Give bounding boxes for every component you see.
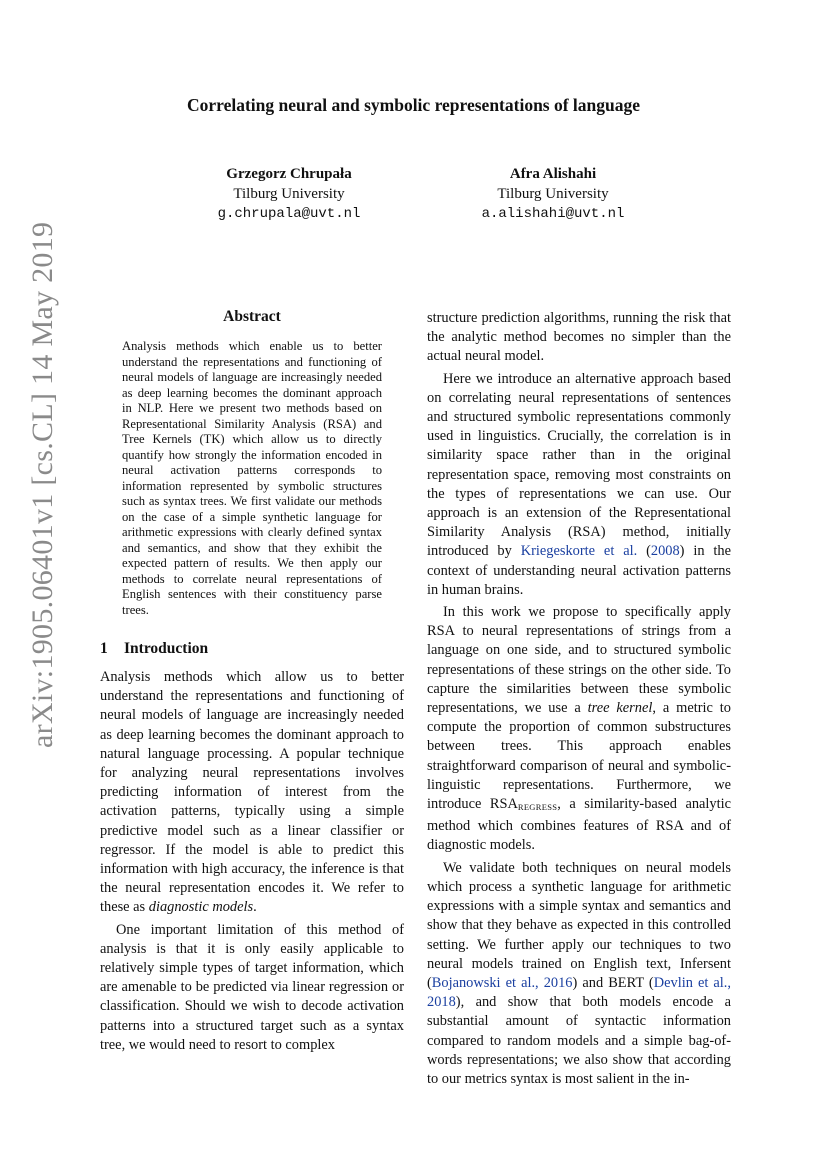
citation-link[interactable]: Bojanowski et al., 2016	[431, 974, 573, 991]
intro-paragraph-2: One important limitation of this method of analysis is that it is only easily applicable to relatively simple types of target information, which are amenable to be predicted via linear regression or classification. Should we wish to decode activation patterns into a structured target such as a syntax tree, we would need to resort to complex	[100, 921, 404, 1053]
abstract-text: Analysis methods which enable us to better understand the representations and functioning of neural models of language are increasingly needed as deep learning becomes the dominant approach in NLP. Here we present two methods based on Representational Similarity Analysis (RSA) and Tree Kernels (TK) which allow us to directly quantify how strongly the information encoded in neural activation patterns corresponds to information represented by symbolic structures such as syntax trees. We first validate our methods on the case of a simple synthetic language for arithmetic expressions with clearly defined syntax and semantics, and show that they exhibit the expected pattern of results. We then apply our methods to correlate neural representations of English sentences with their constituency parse trees.	[122, 339, 382, 617]
paper-title: Correlating neural and symbolic representations of language	[186, 95, 641, 115]
intro-paragraph-5: In this work we propose to specifically apply RSA to neural representations of strings from a language on one side, and to structured symbolic representations of these strings on the other side. To capture the similarities between these symbolic representations, we use a tree kernel, a metric to compute the proportion of common substructures between trees. This approach enables straightforward comparison of neural and symbolic-linguistic representations. Furthermore, we introduce $RSA_{REGRESS}$, a similarity-based analytic method which combines features of RSA and of diagnostic models.	[427, 604, 732, 854]
arxiv-stamp	[26, 221, 66, 750]
section-number: 1	[100, 640, 108, 657]
arxiv-stamp-text: arXiv:1905.06401v1 [cs.CL] 14 May 2019	[26, 221, 59, 748]
author-name: Afra Alishahi	[509, 166, 597, 182]
citation-link[interactable]: Kriegeskorte et al.	[520, 543, 638, 560]
left-column	[100, 308, 404, 1055]
author-affiliation: Tilburg University	[233, 186, 345, 202]
intro-paragraph-3: structure prediction algorithms, running the risk that the analytic method becomes no simpler than the actual neural model.	[427, 310, 731, 365]
emphasis: tree kernel	[587, 700, 653, 717]
author-email: g.chrupala@uvt.nl	[217, 206, 361, 222]
right-column	[427, 309, 731, 1089]
author-block-2	[433, 164, 673, 224]
author-affiliation: Tilburg University	[497, 186, 609, 202]
section-title: Introduction	[124, 640, 209, 657]
citation-link[interactable]: Devlin et al., 2018	[427, 974, 731, 1011]
citation-year-link[interactable]: 2008	[650, 543, 680, 560]
intro-paragraph-6: We validate both techniques on neural models which process a synthetic language for arithmetic expressions with a simple syntax and semantics and show that they behave as expected in this controlled setting. We further apply our techniques to two neural models trained on English text, Infersent (Bojanowski et al., 2016) and BERT (Devlin et al., 2018), and show that both models encode a substantial amount of syntactic information compared to random models and a simple bag-of-words representations; we also show that according to our metrics syntax is most salient in the in-	[427, 859, 731, 1087]
abstract-heading: Abstract	[223, 308, 281, 325]
subscript: REGRESS	[517, 802, 558, 813]
emphasis: diagnostic models	[148, 899, 254, 916]
intro-paragraph-1: Analysis methods which allow us to better understand the representations and functioning of neural models of language are increasingly needed as deep learning becomes the dominant approach to natural language processing. A popular technique for analyzing neural representations involves predicting information of interest from the activation patterns, typically using a simple predictive model such as a linear classifier or regressor. If the model is able to predict this information with high accuracy, the inference is that the neural representation encodes it. We refer to these as diagnostic models.	[100, 669, 404, 916]
author-block-1	[169, 164, 409, 224]
section-heading	[100, 640, 404, 658]
author-email: a.alishahi@uvt.nl	[481, 206, 625, 222]
author-name: Grzegorz Chrupała	[226, 166, 352, 182]
intro-paragraph-4: Here we introduce an alternative approach based on correlating neural representations of sentences and structured symbolic representations commonly used in linguistics. Crucially, the correlation is in similarity space rather than in the original representation space, removing most constraints on the types of representations we can use. Our approach is an extension of the Representational Similarity Analysis (RSA) method, initially introduced by Kriegeskorte et al. (2008) in the context of understanding neural activation patterns in human brains.	[427, 370, 731, 598]
